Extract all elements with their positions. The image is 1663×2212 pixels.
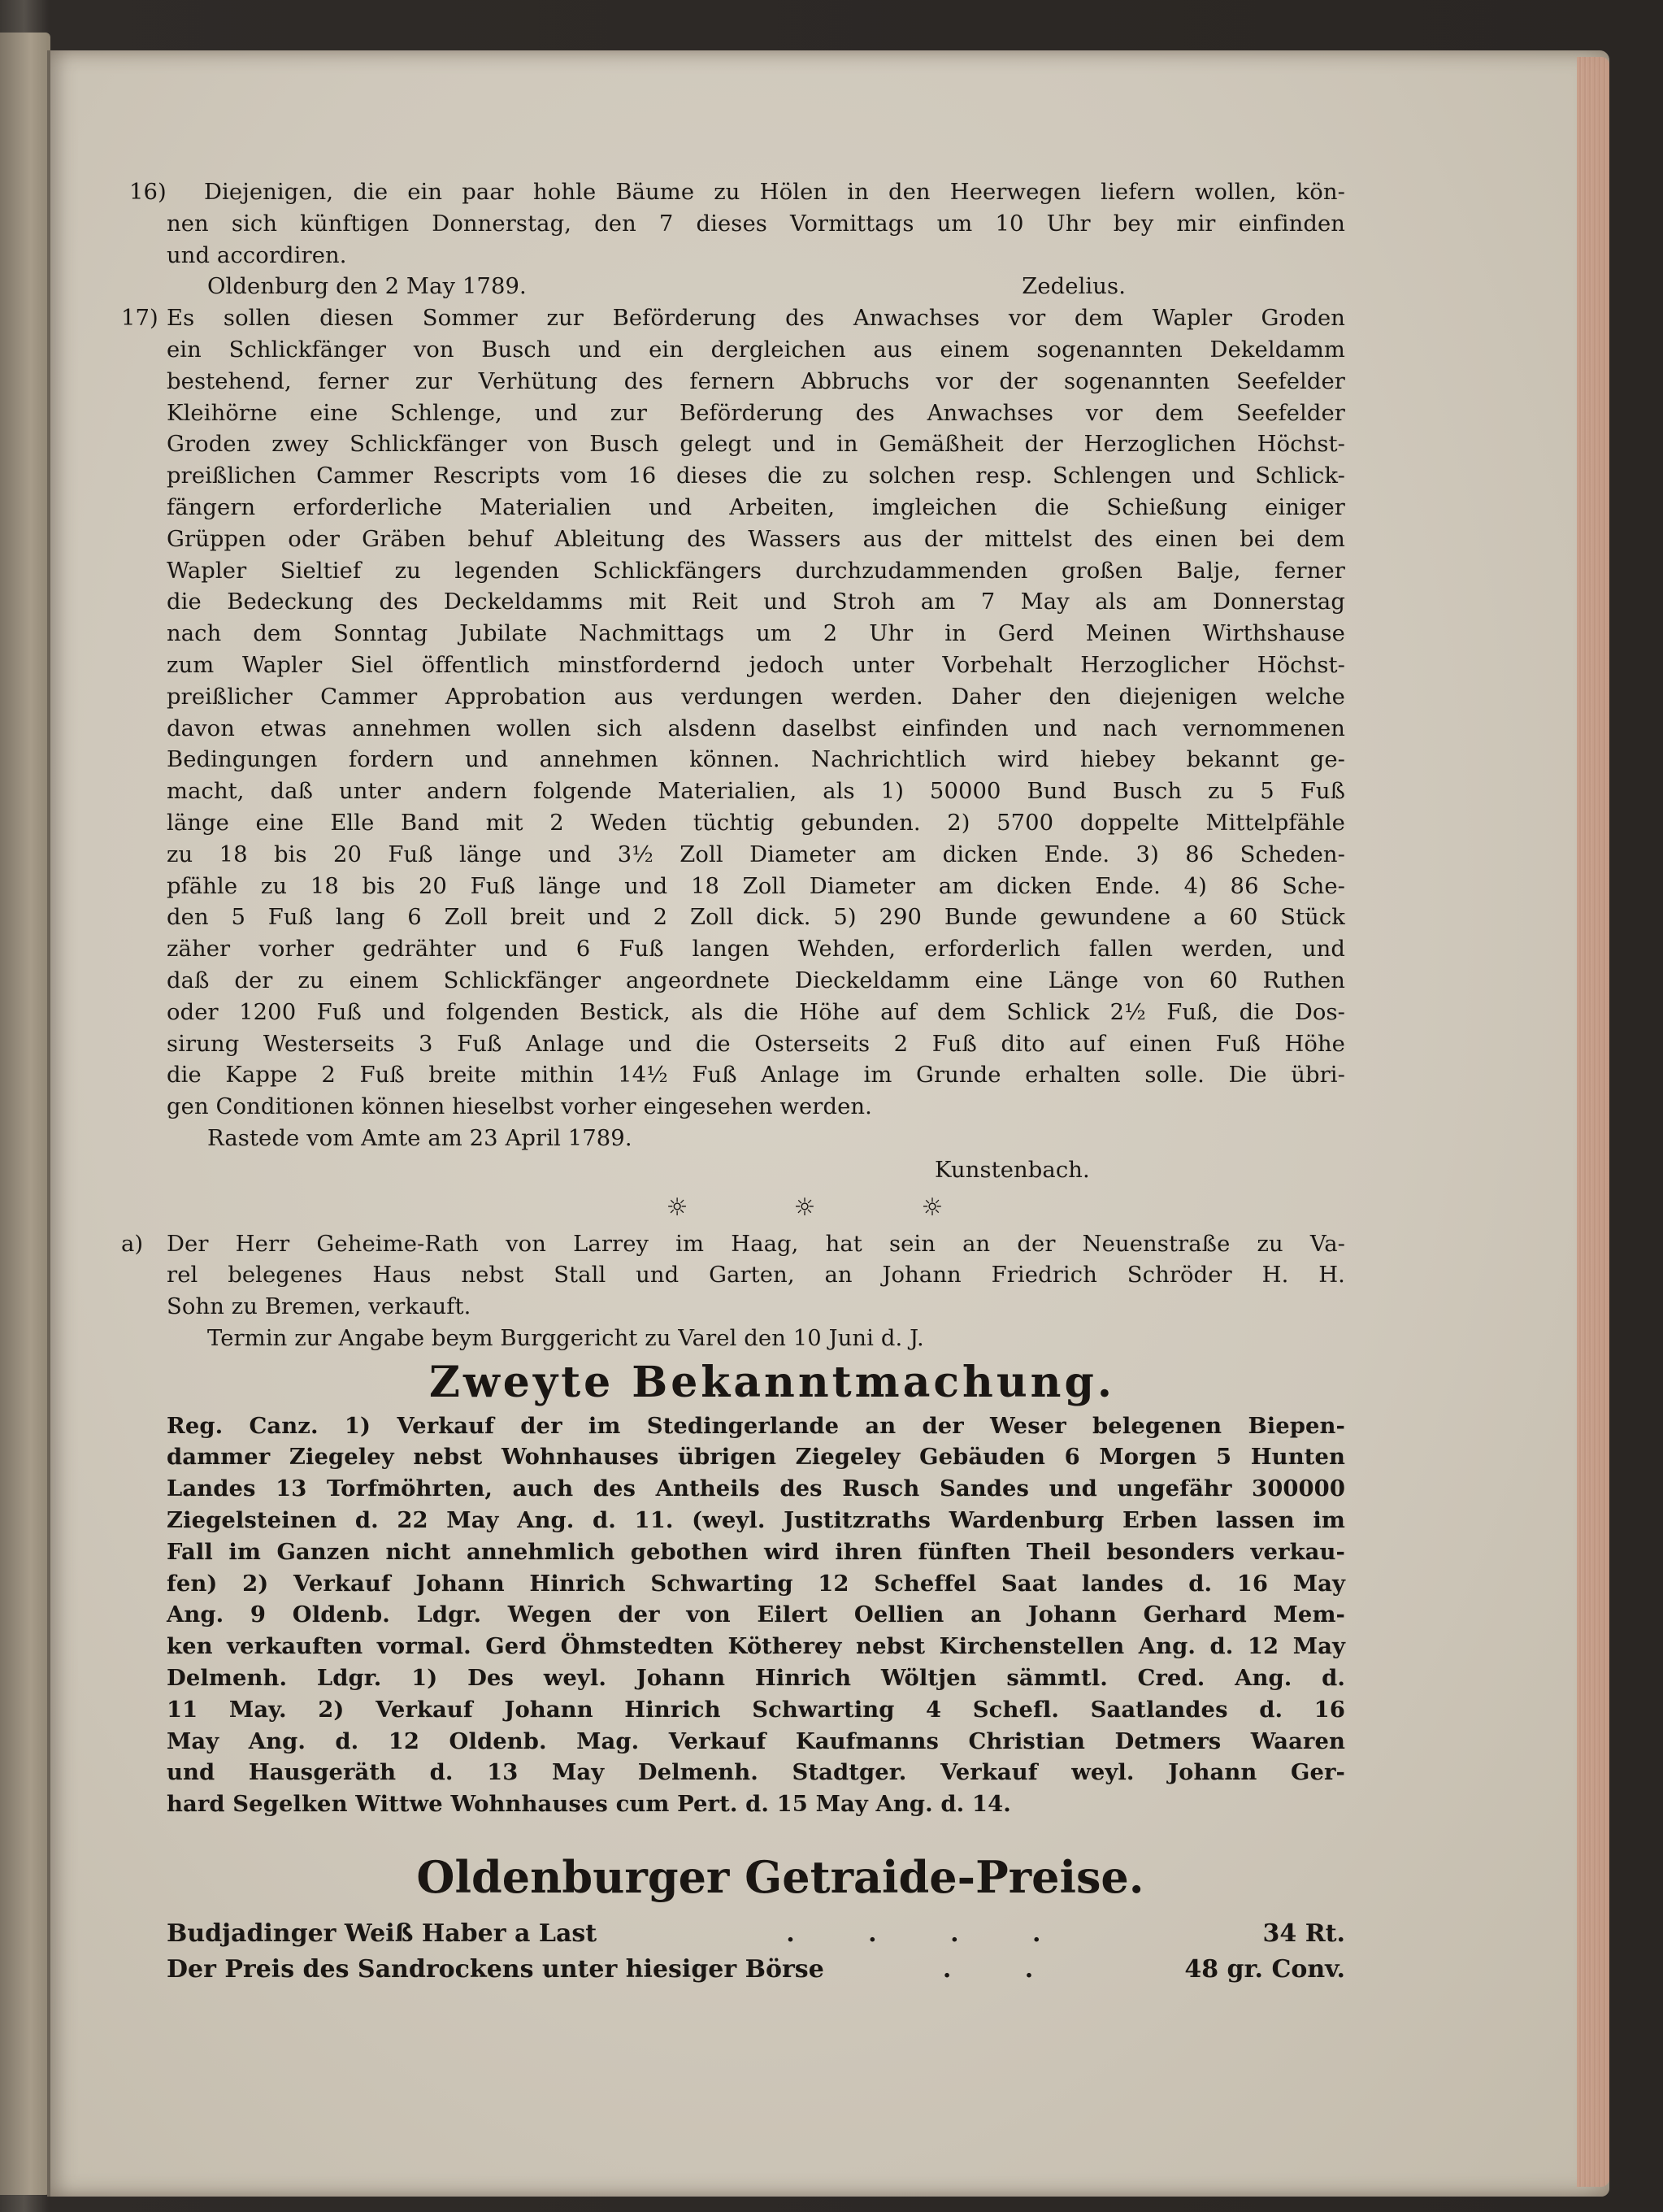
announcement-text-line: fen) 2) Verkauf Johann Hinrich Schwarting 12 Scheffel Saat landes d. 16 May (167, 1570, 1345, 1597)
price-row (167, 1916, 1345, 1952)
notice-a (121, 1229, 1345, 1355)
price-value: 48 gr. Conv. (1184, 1955, 1345, 1984)
grain-prices (167, 1838, 1345, 1988)
notice-text-line: fängern erforderliche Materialien und Arbeiten, imgleichen die Schießung einiger (167, 494, 1345, 520)
notice-text-line: länge eine Elle Band mit 2 Weden tüchtig gebunden. 2) 5700 doppelte Mittelpfähle (167, 810, 1345, 836)
announcement-text-line: hard Segelken Wittwe Wohnhauses cum Pert. d. 15 May Ang. d. 14. (167, 1791, 1011, 1818)
section-heading: Zweyte Bekanntmachung. (429, 1357, 1115, 1407)
sun-ornament-icon: ☼ (921, 1193, 944, 1222)
notice-text-line: pfähle zu 18 bis 20 Fuß länge und 18 Zoll Diameter am dicken Ende. 4) 86 Sche- (167, 873, 1345, 899)
notice-number: 16) (129, 180, 167, 205)
price-leader-dots: . . (942, 1955, 1066, 1984)
notice-text-line: preißlichen Cammer Rescripts vom 16 dieses die zu solchen resp. Schlengen und Schlick- (167, 463, 1345, 489)
announcement-text-line: Landes 13 Torfmöhrten, auch des Antheils des Rusch Sandes und ungefähr 300000 (167, 1475, 1345, 1502)
notice-text-line: gen Conditionen können hieselbst vorher eingesehen werden. (167, 1094, 872, 1120)
announcement-text-line: May Ang. d. 12 Oldenb. Mag. Verkauf Kaufmanns Christian Detmers Waaren (167, 1727, 1345, 1754)
announcement-text-line: Reg. Canz. 1) Verkauf der im Stedingerlande an der Weser belegenen Biepen- (167, 1412, 1345, 1439)
facing-page-edge (0, 33, 50, 2195)
announcement-text-line: Fall im Ganzen nicht annehmlich gebothen wird ihren fünften Theil besonders verkau- (167, 1538, 1345, 1565)
price-value: 34 Rt. (1262, 1919, 1345, 1949)
notice-text-line: und accordiren. (167, 242, 347, 268)
announcement-text-line: Delmenh. Ldgr. 1) Des weyl. Johann Hinrich Wöltjen sämmtl. Cred. Ang. d. (167, 1665, 1345, 1692)
notice-16 (129, 177, 1345, 303)
notice-text-line: rel belegenes Haus nebst Stall und Garten, an Johann Friedrich Schröder H. H. (167, 1262, 1345, 1289)
sun-ornament-icon: ☼ (666, 1193, 688, 1222)
price-leader-dots: . . . . (786, 1919, 1074, 1949)
section-heading: Oldenburger Getraide-Preise. (416, 1851, 1144, 1904)
notice-text-line: Groden zwey Schlickfänger von Busch gelegt und in Gemäßheit der Herzoglichen Höchst- (167, 432, 1345, 458)
price-label: Der Preis des Sandrockens unter hiesiger Börse (167, 1955, 824, 1984)
notice-text-line: sirung Westerseits 3 Fuß Anlage und die Osterseits 2 Fuß dito auf einen Fuß Höhe (167, 1031, 1345, 1057)
notice-text-line: die Bedeckung des Deckeldamms mit Reit und Stroh am 7 May als am Donnerstag (167, 589, 1345, 615)
notice-text-line: davon etwas annehmen wollen sich alsdenn daselbst einfinden und nach vernommenen (167, 715, 1345, 741)
notice-text-line: oder 1200 Fuß und folgenden Bestick, als die Höhe auf dem Schlick 2½ Fuß, die Dos- (167, 999, 1345, 1025)
sun-ornament-icon: ☼ (793, 1193, 816, 1222)
signature: Zedelius. (1022, 274, 1126, 300)
notice-text-line: Bedingungen fordern und annehmen können. Nachrichtlich wird hiebey bekannt ge- (167, 747, 1345, 773)
notice-text-line: ein Schlickfänger von Busch und ein dergleichen aus einem sogenannten Dekeldamm (167, 337, 1345, 363)
notice-text-line: zum Wapler Siel öffentlich minstfordernd jedoch unter Vorbehalt Herzoglicher Höchst- (167, 652, 1345, 678)
price-label: Budjadinger Weiß Haber a Last (167, 1919, 597, 1949)
notice-number: 17) (121, 306, 158, 332)
announcement-text-line: Ang. 9 Oldenb. Ldgr. Wegen der von Eilert Oellien an Johann Gerhard Mem- (167, 1601, 1345, 1628)
place-date: Oldenburg den 2 May 1789. (207, 274, 527, 300)
notice-number: a) (121, 1231, 144, 1257)
announcement-text-line: dammer Ziegeley nebst Wohnhauses übrigen Ziegeley Gebäuden 6 Morgen 5 Hunten (167, 1444, 1345, 1471)
notice-text-line: Der Herr Geheime-Rath von Larrey im Haag, hat sein an der Neuenstraße zu Va- (167, 1231, 1345, 1257)
second-announcement (167, 1355, 1345, 1820)
notice-text-line: macht, daß unter andern folgende Materialien, als 1) 50000 Bund Busch zu 5 Fuß (167, 779, 1345, 805)
notice-text-line: Grüppen oder Gräben behuf Ableitung des Wassers aus der mittelst des einen bei dem (167, 526, 1345, 552)
announcement-text-line: ken verkauften vormal. Gerd Öhmstedten Kötherey nebst Kirchenstellen Ang. d. 12 May (167, 1633, 1345, 1660)
term-line: Termin zur Angabe beym Burggericht zu Varel den 10 Juni d. J. (207, 1325, 924, 1351)
page-stack-edge (1577, 57, 1609, 2187)
notice-text-line: zäher vorher gedrähter und 6 Fuß langen Wehden, erforderlich fallen werden, und (167, 937, 1345, 963)
price-row (167, 1952, 1345, 1988)
announcement-text-line: Ziegelsteinen d. 22 May Ang. d. 11. (weyl. Justitzraths Wardenburg Erben lassen im (167, 1507, 1345, 1534)
place-date: Rastede vom Amte am 23 April 1789. (207, 1125, 632, 1151)
notice-text-line: bestehend, ferner zur Verhütung des fernern Abbruchs vor der sogenannten Seefelder (167, 368, 1345, 394)
signature: Kunstenbach. (935, 1157, 1090, 1183)
announcement-text-line: 11 May. 2) Verkauf Johann Hinrich Schwarting 4 Schefl. Saatlandes d. 16 (167, 1696, 1345, 1723)
notice-text-line: Sohn zu Bremen, verkauft. (167, 1294, 471, 1320)
notice-text-line: Kleihörne eine Schlenge, und zur Beförderung des Anwachses vor dem Seefelder (167, 400, 1345, 426)
notice-17 (121, 303, 1345, 1186)
notice-text-line: nach dem Sonntag Jubilate Nachmittags um 2 Uhr in Gerd Meinen Wirthshause (167, 621, 1345, 647)
notice-text-line: zu 18 bis 20 Fuß länge und 3½ Zoll Diameter am dicken Ende. 3) 86 Scheden- (167, 841, 1345, 867)
notice-text-line: den 5 Fuß lang 6 Zoll breit und 2 Zoll dick. 5) 290 Bunde gewundene a 60 Stück (167, 905, 1345, 931)
page-content (121, 177, 1345, 1988)
notice-text-line: preißlicher Cammer Approbation aus verdungen werden. Daher den diejenigen welche (167, 684, 1345, 710)
notice-text-line: Wapler Sieltief zu legenden Schlickfängers durchzudammenden großen Balje, ferner (167, 558, 1345, 584)
separator-ornaments (167, 1187, 1345, 1229)
notice-text-line: nen sich künftigen Donnerstag, den 7 dieses Vormittags um 10 Uhr bey mir einfinden (167, 211, 1345, 237)
announcement-text-line: und Hausgeräth d. 13 May Delmenh. Stadtger. Verkauf weyl. Johann Ger- (167, 1759, 1345, 1786)
notice-text-line: daß der zu einem Schlickfänger angeordnete Dieckeldamm eine Länge von 60 Ruthen (167, 967, 1345, 993)
notice-text-line: Es sollen diesen Sommer zur Beförderung des Anwachses vor dem Wapler Groden (167, 306, 1345, 332)
notice-text-line: die Kappe 2 Fuß breite mithin 14½ Fuß Anlage im Grunde erhalten solle. Die übri- (167, 1063, 1345, 1089)
notice-text-line: Diejenigen, die ein paar hohle Bäume zu Hölen in den Heerwegen liefern wollen, kön- (204, 180, 1345, 205)
